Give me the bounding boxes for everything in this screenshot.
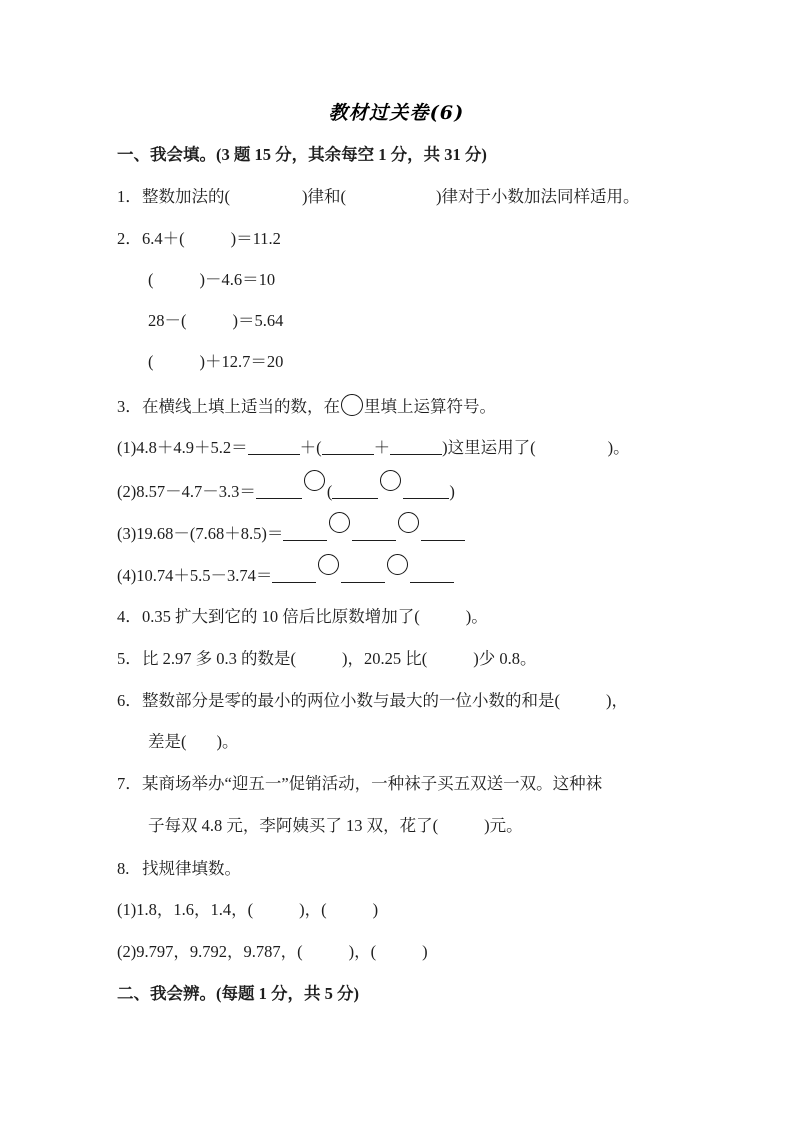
question-2-line-1 — [117, 228, 281, 250]
question-3-number: 3． — [117, 397, 142, 416]
question-3-stem-b: 里填上运算符号。 — [364, 397, 496, 416]
operator-circle-icon[interactable] — [387, 554, 408, 575]
question-1 — [117, 186, 640, 208]
question-3-s3-a: (3)19.68－(7.68＋8.5)＝ — [117, 524, 284, 543]
question-3-s4-blank-3[interactable] — [410, 568, 454, 583]
question-3-s1-b: ＋( — [299, 438, 322, 457]
operator-circle-icon[interactable] — [304, 470, 325, 491]
question-7-number: 7． — [117, 774, 142, 793]
question-1-text-b: )律和( — [302, 187, 346, 206]
question-5-number: 5． — [117, 649, 142, 668]
question-4-number: 4． — [117, 607, 142, 626]
question-7-line-1 — [117, 773, 602, 795]
question-8-s2-a: (2)9.797，9.792，9.787，( — [117, 942, 303, 961]
question-2-l4-a: ( — [148, 352, 154, 371]
question-8-s2-b: )，( — [348, 942, 377, 961]
operator-circle-icon[interactable] — [380, 470, 401, 491]
question-3-s3-blank-2[interactable] — [352, 526, 396, 541]
question-3-sub-1 — [117, 437, 630, 459]
operator-circle-icon[interactable] — [341, 394, 363, 416]
question-7-l2-a: 子每双 4.8 元，李阿姨买了 13 双，花了( — [148, 816, 439, 835]
question-3-s2-blank-3[interactable] — [403, 484, 449, 499]
operator-circle-icon[interactable] — [329, 512, 350, 533]
question-3-s1-e: )。 — [607, 438, 630, 457]
question-2-l2-b: )－4.6＝10 — [199, 270, 276, 289]
question-6-number: 6． — [117, 691, 142, 710]
question-6-l2-b: )。 — [216, 732, 239, 751]
question-3-s4-a: (4)10.74＋5.5－3.74＝ — [117, 566, 273, 585]
question-3-s1-blank-2[interactable] — [322, 440, 374, 455]
question-8-sub-2 — [117, 941, 428, 963]
question-5-text-c: )少 0.8。 — [473, 649, 537, 668]
question-6-line-2 — [148, 731, 239, 753]
question-3-sub-3 — [117, 521, 465, 545]
question-8-stem-text: 找规律填数。 — [142, 859, 241, 878]
question-2-l1-a: 6.4＋( — [142, 229, 185, 248]
question-3-stem-a: 在横线上填上适当的数，在 — [142, 397, 340, 416]
question-7-line-2 — [148, 815, 523, 837]
question-8-s2-c: ) — [422, 942, 428, 961]
question-3-s2-b: ( — [326, 482, 333, 501]
section-one-heading-label: 一、我会填。 — [117, 145, 216, 164]
question-3-s3-blank-3[interactable] — [421, 526, 465, 541]
question-2-l2-a: ( — [148, 270, 154, 289]
question-8-s1-b: )，( — [299, 900, 327, 919]
section-two-heading-note: (每题 1 分，共 5 分) — [216, 984, 359, 1003]
question-7-l2-b: )元。 — [484, 816, 523, 835]
question-8-sub-1 — [117, 899, 378, 921]
question-5-text-b: )，20.25 比( — [342, 649, 428, 668]
question-2-line-4 — [148, 351, 283, 373]
question-2-l4-b: )＋12.7＝20 — [199, 352, 284, 371]
question-3-s1-d: )这里运用了( — [442, 438, 536, 457]
question-8-number: 8. — [117, 859, 130, 878]
question-3-s1-a: (1)4.8＋4.9＋5.2＝ — [117, 438, 248, 457]
question-3-s2-blank-2[interactable] — [332, 484, 378, 499]
operator-circle-icon[interactable] — [318, 554, 339, 575]
question-4-text-b: )。 — [465, 607, 488, 626]
page-title: 教材过关卷(6) — [328, 102, 465, 124]
question-3-s1-c: ＋ — [373, 438, 391, 457]
question-8-s1-a: (1)1.8，1.6，1.4，( — [117, 900, 254, 919]
question-3-stem — [117, 394, 496, 418]
question-3-sub-2 — [117, 479, 455, 503]
section-one-heading-note: (3 题 15 分，其余每空 1 分，共 31 分) — [216, 145, 487, 164]
question-3-s1-blank-3[interactable] — [390, 440, 442, 455]
question-6-l2-a: 差是( — [148, 732, 187, 751]
question-6-line-1 — [117, 690, 628, 712]
question-2-l1-b: )＝11.2 — [230, 229, 281, 248]
question-3-s1-blank-1[interactable] — [248, 440, 300, 455]
question-8-s1-c: ) — [372, 900, 379, 919]
question-2-line-3 — [148, 310, 283, 332]
question-6-l1-a: 整数部分是零的最小的两位小数与最大的一位小数的和是( — [142, 691, 560, 710]
question-7-l1: 某商场举办“迎五一”促销活动，一种袜子买五双送一双。这种袜 — [142, 774, 603, 793]
question-2-l3-b: )＝5.64 — [232, 311, 284, 330]
question-2-l3-a: 28－( — [148, 311, 187, 330]
question-5 — [117, 648, 537, 670]
question-4 — [117, 606, 488, 628]
question-3-s2-blank-1[interactable] — [256, 484, 302, 499]
question-5-text-a: 比 2.97 多 0.3 的数是( — [142, 649, 296, 668]
question-3-s2-c: ) — [449, 482, 455, 501]
section-one-heading — [117, 144, 487, 166]
question-3-s4-blank-1[interactable] — [272, 568, 316, 583]
question-2-line-2 — [148, 269, 275, 291]
question-1-number: 1． — [117, 187, 142, 206]
question-1-text-c: )律对于小数加法同样适用。 — [436, 187, 640, 206]
operator-circle-icon[interactable] — [398, 512, 419, 533]
question-4-text-a: 0.35 扩大到它的 10 倍后比原数增加了( — [142, 607, 420, 626]
question-8-stem — [117, 858, 241, 880]
question-6-l1-b: )， — [606, 691, 628, 710]
question-3-s3-blank-1[interactable] — [283, 526, 327, 541]
question-2-number: 2． — [117, 229, 142, 248]
question-3-s2-a: (2)8.57－4.7－3.3＝ — [117, 482, 256, 501]
question-3-sub-4 — [117, 563, 454, 587]
question-3-s4-blank-2[interactable] — [341, 568, 385, 583]
question-1-text-a: 整数加法的( — [142, 187, 230, 206]
section-two-heading-label: 二、我会辨。 — [117, 984, 216, 1003]
section-two-heading — [117, 983, 359, 1005]
